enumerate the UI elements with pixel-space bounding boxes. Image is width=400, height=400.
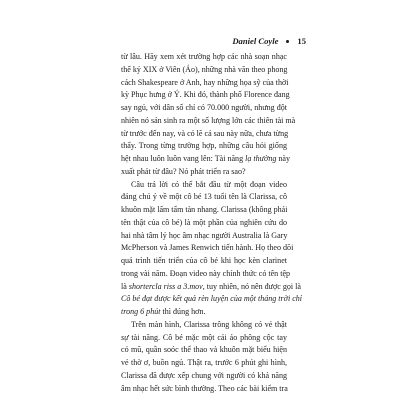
text-segment: Câu trả lời có thể bắt đầu từ một đoạn video	[131, 179, 287, 189]
text-segment: đáng chú ý về một cô bé 13 tuổi tên là Clarissa, cô	[121, 192, 287, 202]
text-line	[121, 230, 287, 243]
text-line	[121, 153, 291, 166]
text-line	[121, 204, 287, 217]
italic-text: sự	[121, 332, 129, 342]
text-segment: Trên màn hình, Clarissa trông không có vẻ thật	[131, 319, 287, 329]
paragraph	[121, 319, 287, 396]
italic-text: Cô bé đạt được kết quả rèn luyện của một tháng trời chỉ	[121, 294, 303, 304]
text-segment: thấy. Trong từng trường hợp, những câu hỏi giống	[121, 141, 287, 151]
text-line	[121, 115, 296, 128]
text-line	[121, 64, 287, 77]
text-line	[121, 268, 291, 281]
running-head-author: Daniel Coyle	[232, 36, 279, 46]
text-line	[121, 281, 301, 294]
text-segment: trong vài năm. Đoạn video này chính thức có tên tệp	[121, 268, 291, 278]
text-line	[121, 191, 287, 204]
page-number: 15	[297, 36, 306, 46]
page-header	[232, 36, 306, 46]
text-segment: âm nhạc hết sức bình thường. Theo các bài kiểm tra	[121, 383, 288, 393]
text-line	[121, 217, 287, 230]
paragraph	[121, 51, 296, 179]
italic-text: trong 6 phút	[121, 307, 161, 316]
body-text	[121, 51, 303, 395]
text-line	[121, 293, 303, 306]
text-segment: Clarissa đã được xếp chung với người có khả năng	[121, 370, 287, 380]
text-line	[121, 332, 287, 345]
text-line	[121, 306, 287, 319]
text-segment: cách Shakespeare ở Anh, hay những họa sỹ của thời	[121, 77, 289, 87]
text-segment: này	[276, 154, 291, 163]
header-bullet-icon	[286, 40, 289, 43]
italic-text: lạ thường	[245, 154, 277, 163]
text-line	[121, 357, 287, 370]
paragraph	[121, 179, 303, 319]
text-segment: từ lâu. Hãy xem xét trường hợp các nhà soạn nhạc	[121, 52, 287, 61]
text-segment: có mũ, quần soóc thể thao và khuôn mặt biểu hiện	[121, 345, 287, 355]
text-segment: vẻ thờ ơ, buồn ngủ. Thật ra, trước 6 phút ghi hình,	[121, 358, 287, 367]
text-line	[121, 179, 287, 192]
text-line	[121, 319, 287, 332]
text-line	[121, 77, 287, 90]
text-segment: khuôn mặt lấm tấm tàn nhang. Clarissa (không phải	[121, 205, 288, 214]
text-segment: McPherson và James Renwich tiến hành. Họ theo dõi	[121, 243, 294, 253]
text-line	[121, 89, 290, 102]
text-line	[121, 51, 287, 64]
text-segment: , tuy nhiên, nó nên được gọi là	[202, 281, 301, 291]
text-segment: thế kỷ XIX ở Viên (Áo), những nhà văn theo phong	[121, 64, 288, 74]
text-line	[121, 102, 287, 115]
text-segment: tên thật của cô bé) là một phần của nghiên cứu do	[121, 217, 287, 227]
text-segment: từ trước đến nay, và có lẽ cả sau này nữa, chưa từng	[121, 128, 289, 138]
italic-text: shortercla riss a 3.mov	[128, 281, 203, 291]
text-segment: thì đúng hơn.	[160, 307, 206, 316]
text-segment: hệt nhau luôn luôn vang lên: Tài năng	[121, 154, 246, 163]
text-line	[121, 344, 287, 357]
text-line	[121, 140, 287, 153]
text-segment: nhiên nó sản sinh ra một số lượng lớn các thiên tài mà	[121, 115, 296, 125]
text-segment: hai nhà tâm lý học âm nhạc người Australia là Gary	[121, 230, 288, 240]
text-segment: quá trình tiến triển của cô bé khi học kèn clarinet	[121, 256, 287, 265]
text-line	[121, 128, 287, 141]
text-line	[121, 255, 287, 268]
text-line	[121, 383, 287, 396]
text-segment: tài năng. Cô bé mặc một cái áo phông cộc tay	[128, 332, 287, 342]
text-segment: là	[121, 281, 129, 291]
text-segment: xuất phát từ đâu? Nó phát triển ra sao?	[121, 166, 246, 176]
text-segment: say ngủ, với dân số chỉ có 70.000 người, nhưng đột	[121, 103, 287, 112]
text-line	[121, 370, 287, 383]
text-line	[121, 166, 287, 179]
text-line	[121, 242, 294, 255]
text-segment: kỳ Phục hưng ở Ý. Khi đó, thành phố Florence đang	[121, 90, 290, 100]
